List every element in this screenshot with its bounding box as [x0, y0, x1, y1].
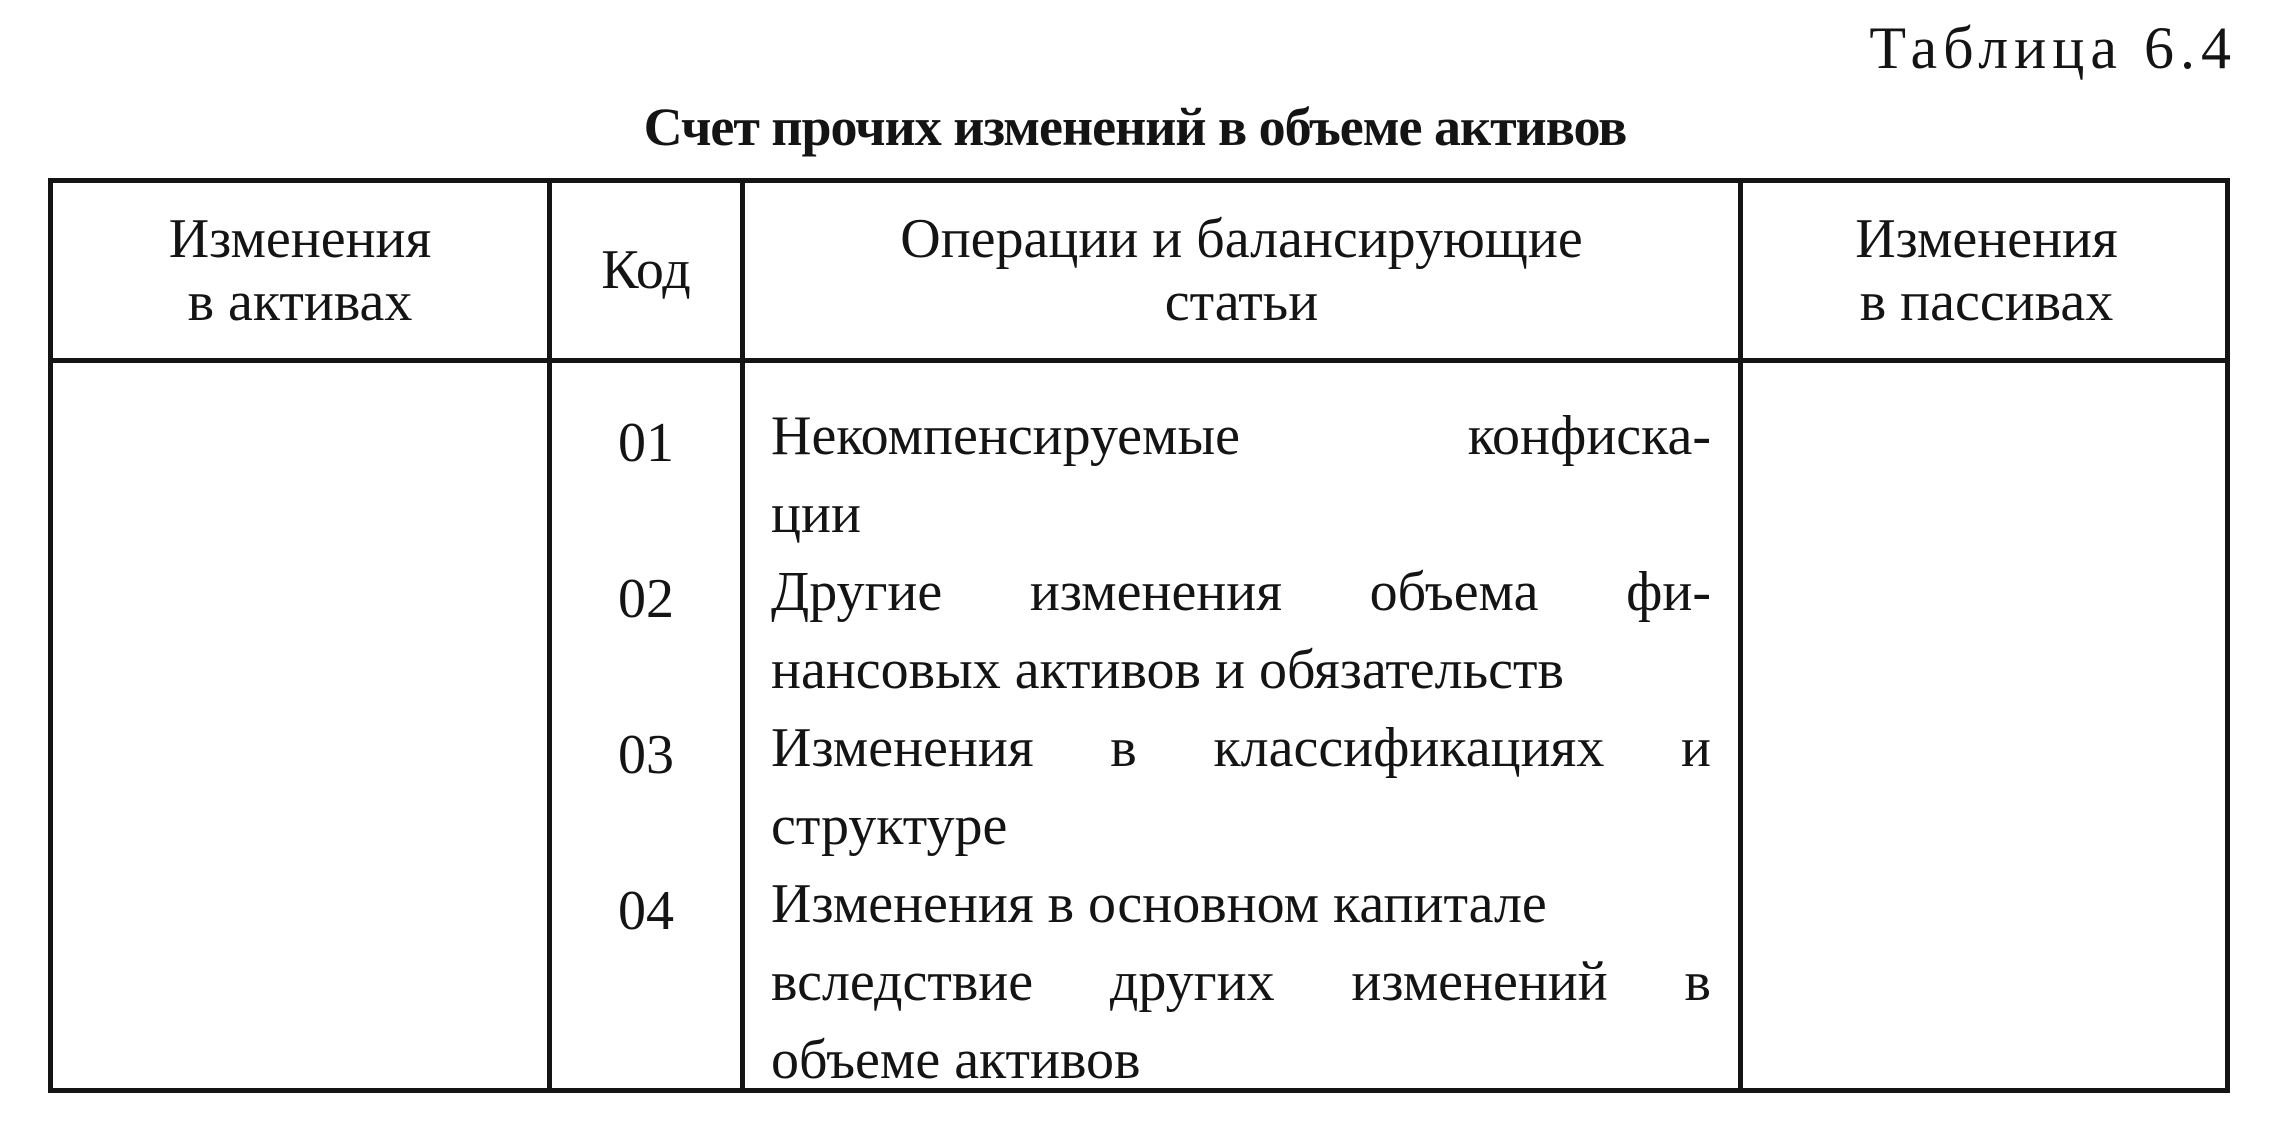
- header-line: Изменения: [1855, 207, 2118, 270]
- row-operation-line: структуре: [771, 795, 1008, 857]
- accounts-table: [48, 178, 2230, 1093]
- row-code: 01: [618, 412, 674, 474]
- row-operation-line: Изменения в классификациях и: [771, 717, 1711, 779]
- header-line: Код: [601, 239, 691, 302]
- row-operation: [771, 709, 1711, 865]
- header-line: в активах: [187, 270, 413, 333]
- table-number: Таблица 6.4: [1869, 15, 2237, 81]
- row-code: 03: [618, 724, 674, 786]
- table-title: Счет прочих изменений в объеме активов: [643, 97, 1627, 157]
- row-operation: [771, 553, 1711, 709]
- row-operation-line: Некомпенсируемые конфиска-: [771, 405, 1711, 467]
- header-liabilities-changes: [1743, 183, 2230, 358]
- row-operation-line: объеме активов: [771, 1029, 1141, 1091]
- header-line: Операции и балансирующие: [900, 207, 1583, 270]
- row-operation: [771, 865, 1711, 1099]
- row-code: 02: [618, 568, 674, 630]
- row-operation: [771, 397, 1711, 553]
- row-operation-line: нансовых активов и обязательств: [771, 639, 1564, 701]
- row-operation-line: Другие изменения объема фи-: [771, 561, 1711, 623]
- row-operation-line: Изменения в основном капитале: [771, 873, 1547, 935]
- header-divider: [53, 358, 2225, 363]
- header-code: [552, 183, 740, 358]
- row-code: 04: [618, 880, 674, 942]
- header-line: Изменения: [168, 207, 432, 270]
- header-assets-changes: [53, 183, 547, 358]
- header-operations: [745, 183, 1738, 358]
- row-operation-line: ции: [771, 483, 861, 545]
- header-line: статьи: [1164, 270, 1319, 333]
- header-line: в пассивах: [1859, 270, 2114, 333]
- row-operation-line: вследствие других изменений в: [771, 951, 1711, 1013]
